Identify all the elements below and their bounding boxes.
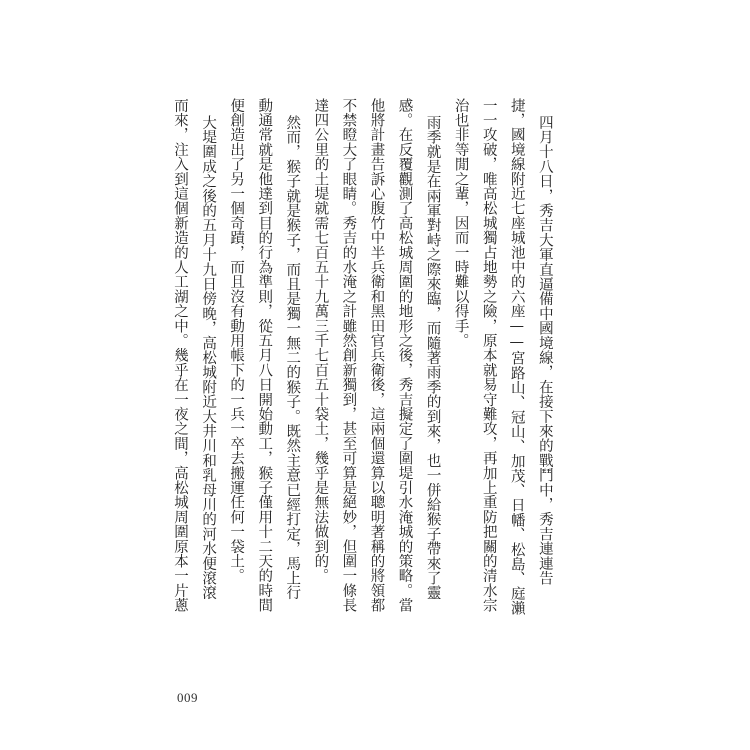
text-column: 四月十八日，秀吉大軍直逼備中國境線，在接下來的戰鬥中，秀吉連連告	[536, 115, 553, 586]
text-column: 然而，猴子就是猴子，而且是獨一無二的猴子。既然主意已經打定，馬上行	[284, 115, 301, 601]
vertical-text-block	[170, 98, 555, 618]
text-column: 動通常就是他達到目的行為準則，從五月八日開始動工，猴子僅用十二天的時間	[256, 98, 273, 613]
text-column: 達四公里的土堤就需七百五十九萬三千七百五十袋土，幾乎是無法做到的。	[312, 98, 329, 584]
text-column: 而來，注入到這個新造的人工湖之中。幾乎在一夜之間，高松城周圍原本一片蔥	[172, 98, 188, 613]
text-column: 感。在反覆觀測了高松城周圍的地形之後，秀吉擬定了圍堤引水淹城的策略。當	[396, 98, 413, 613]
text-column: 不禁瞪大了眼睛。秀吉的水淹之計雖然創新獨到，甚至可算是絕妙，但圍一條長	[340, 98, 357, 613]
text-column: 雨季就是在兩軍對峙之際來臨，而隨著雨季的到來，也一併給猴子帶來了靈	[424, 115, 441, 601]
text-column: 捷，國境線附近七座城池中的六座——宮路山、冠山、加茂、日幡、松島、庭瀨	[508, 98, 525, 616]
page-number: 009	[177, 690, 198, 705]
text-column: 治也非等閒之輩，因而一時難以得手。	[452, 98, 469, 348]
text-column: 他將計畫告訴心腹竹中半兵衛和黑田官兵衛後，這兩個還算以聰明著稱的將領都	[368, 98, 385, 613]
text-column: 便創造出了另一個奇蹟，而且沒有動用帳下的一兵一卒去搬運任何一袋土。	[228, 98, 245, 584]
text-column: 大堤圍成之後的五月十九日傍晚，高松城附近大井川和乳母川的河水便滾滾	[200, 115, 217, 601]
text-column: 一一攻破，唯高松城獨占地勢之險，原本就易守難攻，再加上重防把關的清水宗	[480, 98, 497, 613]
